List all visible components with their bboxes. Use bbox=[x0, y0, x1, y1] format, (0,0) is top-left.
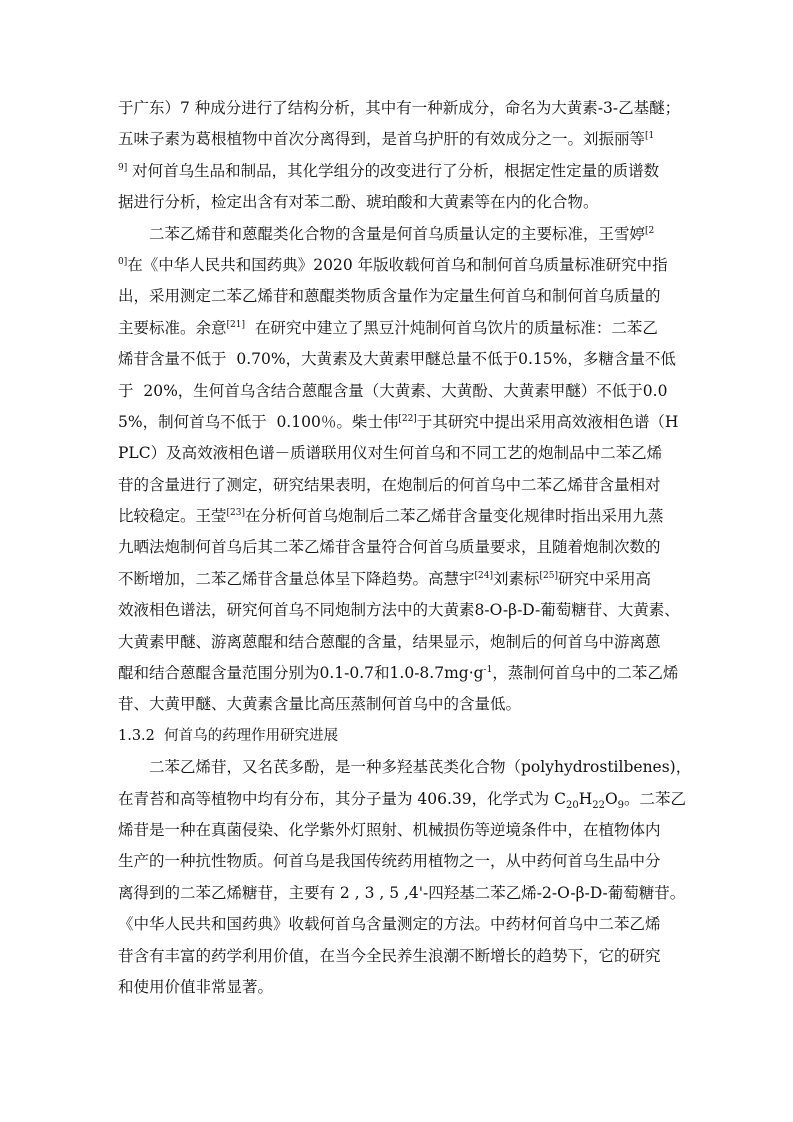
text: 苷的含量进行了测定，研究结果表明，在炮制后的何首乌中二苯乙烯苷含量相对 bbox=[118, 475, 661, 494]
para3-line2 bbox=[118, 784, 687, 815]
text: 五味子素为葛根植物中首次分离得到，是首乌护肝的有效成分之一。刘振丽等 bbox=[118, 130, 646, 149]
text: 和使用价值非常显著。 bbox=[118, 977, 274, 996]
text: 于 20%，生何首乌含结合蒽醌含量（大黄素、大黄酚、大黄素甲醚）不低于0.0 bbox=[118, 381, 668, 400]
para2-line5 bbox=[118, 344, 676, 375]
para2-line12 bbox=[118, 564, 676, 595]
para1-line3 bbox=[118, 156, 676, 187]
text: PLC）及高效液相色谱－质谱联用仪对生何首乌和不同工艺的炮制品中二苯乙烯 bbox=[118, 444, 663, 463]
citation-19-cont: 9] bbox=[118, 162, 128, 173]
text: 大黄素甲醚、游离蒽醌和结合蒽醌的含量，结果显示，炮制后的何首乌中游离蒽 bbox=[118, 632, 661, 651]
para2-line1 bbox=[118, 219, 676, 250]
para3-line8 bbox=[118, 972, 676, 1003]
text: 研究中采用高 bbox=[558, 569, 652, 588]
citation-24: [24] bbox=[474, 570, 493, 581]
para2-line3 bbox=[118, 281, 676, 312]
para1-line2 bbox=[118, 124, 676, 155]
body-text bbox=[118, 93, 692, 1003]
unit-exponent: -1 bbox=[483, 665, 493, 676]
text: 《中华人民共和国药典》收载何首乌含量测定的方法。中药材何首乌中二苯乙烯 bbox=[118, 915, 661, 934]
para2-line4 bbox=[118, 313, 676, 344]
text: 在《中华人民共和国药典》2020 年版收载何首乌和制何首乌质量标准研究中指 bbox=[127, 255, 668, 274]
text: 出，采用测定二苯乙烯苷和蒽醌类物质含量作为定量生何首乌和制何首乌质量的 bbox=[118, 287, 661, 306]
para2-line13 bbox=[118, 595, 680, 626]
text: 在研究中建立了黑豆汁炖制何首乌饮片的质量标准：二苯乙 bbox=[245, 318, 658, 337]
text: 苷含有丰富的药学利用价值，在当今全民养生浪潮不断增长的趋势下，它的研究 bbox=[118, 946, 661, 965]
text: 比较稳定。王莹 bbox=[118, 507, 227, 526]
citation-19: [1 bbox=[645, 131, 655, 142]
text: 二苯乙烯苷，又名芪多酚，是一种多羟基芪类化合物（polyhydrostilbenes)， bbox=[149, 758, 692, 777]
text: 对何首乌生品和制品，其化学组分的改变进行了分析，根据定性定量的质谱数 bbox=[127, 161, 660, 180]
para3-line7 bbox=[118, 941, 676, 972]
citation-25: [25] bbox=[539, 570, 558, 581]
text: 5%，制何首乌不低于 0.100％。柴士伟 bbox=[118, 412, 399, 431]
para2-line6 bbox=[118, 376, 676, 407]
citation-20: [2 bbox=[645, 225, 655, 236]
para3-line3 bbox=[118, 815, 676, 846]
text: 于其研究中提出采用高效液相色谱（H bbox=[416, 412, 679, 431]
formula-subscript: 22 bbox=[592, 799, 605, 811]
section-heading bbox=[118, 721, 676, 752]
text: 于广东）7 种成分进行了结构分析，其中有一种新成分，命名为大黄素-3-乙基醚； bbox=[118, 99, 681, 117]
text: 在分析何首乌炮制后二苯乙烯苷含量变化规律时指出采用九蒸 bbox=[245, 507, 664, 526]
text: 苷、大黄甲醚、大黄素含量比高压蒸制何首乌中的含量低。 bbox=[118, 695, 522, 714]
para1-line4 bbox=[118, 187, 676, 218]
citation-23: [23] bbox=[226, 508, 245, 519]
text: 二苯乙烯苷和蒽醌类化合物的含量是何首乌质量认定的主要标准，王雪婷 bbox=[149, 224, 646, 243]
text: 醌和结合蒽醌含量范围分别为0.1-0.7和1.0-8.7mg·g bbox=[118, 664, 484, 683]
para2-line9 bbox=[118, 470, 676, 501]
citation-22: [22] bbox=[398, 413, 417, 424]
para3-line4 bbox=[118, 846, 676, 877]
para2-line7 bbox=[118, 407, 679, 438]
text: 九晒法炮制何首乌后其二苯乙烯苷含量符合何首乌质量要求，且随着炮制次数的 bbox=[118, 538, 661, 557]
para2-line14 bbox=[118, 627, 676, 658]
formula-subscript: 20 bbox=[565, 799, 579, 811]
text: 离得到的二苯乙烯糖苷，主要有 2 , 3 , 5 ,4'-四羟基二苯乙烯-2-O-β-D-葡萄糖苷。 bbox=[118, 883, 686, 902]
para2-line16 bbox=[118, 689, 676, 720]
text: H bbox=[578, 789, 593, 808]
para2-line10 bbox=[118, 501, 676, 532]
text: 烯苷是一种在真菌侵染、化学紫外灯照射、机械损伤等逆境条件中，在植物体内 bbox=[118, 820, 661, 839]
text: 生产的一种抗性物质。何首乌是我国传统药用植物之一，从中药何首乌生品中分 bbox=[118, 852, 661, 871]
text: 在青苔和高等植物中均有分布，其分子量为 406.39，化学式为 C bbox=[118, 789, 566, 808]
para2-line11 bbox=[118, 532, 676, 563]
heading-text: 1.3.2 何首乌的药理作用研究进展 bbox=[118, 727, 339, 744]
text: O bbox=[604, 789, 618, 808]
text: 主要标准。余意 bbox=[118, 318, 227, 337]
text: 据进行分析，检定出含有对苯二酚、琥珀酸和大黄素等在内的化合物。 bbox=[118, 193, 599, 212]
text: 烯苷含量不低于 0.70%，大黄素及大黄素甲醚总量不低于0.15%，多糖含量不低 bbox=[118, 350, 676, 369]
text: 。二苯乙 bbox=[624, 789, 687, 808]
para2-line15 bbox=[118, 658, 679, 689]
para2-line8 bbox=[118, 438, 676, 469]
para2-line2 bbox=[118, 250, 676, 281]
citation-21: [21] bbox=[226, 319, 245, 330]
text: 效液相色谱法，研究何首乌不同炮制方法中的大黄素8-O-β-D-葡萄糖苷、大黄素、 bbox=[118, 601, 680, 620]
para3-line1 bbox=[118, 752, 692, 783]
text: ，蒸制何首乌中的二苯乙烯 bbox=[492, 664, 679, 683]
citation-20-cont: 0] bbox=[118, 256, 128, 267]
para3-line5 bbox=[118, 878, 686, 909]
para3-line6 bbox=[118, 909, 676, 940]
text: 不断增加，二苯乙烯苷含量总体呈下降趋势。高慧宇 bbox=[118, 569, 475, 588]
para1-line1 bbox=[118, 93, 681, 124]
text: 刘素标 bbox=[493, 569, 540, 588]
formula-subscript: 9 bbox=[617, 799, 625, 811]
